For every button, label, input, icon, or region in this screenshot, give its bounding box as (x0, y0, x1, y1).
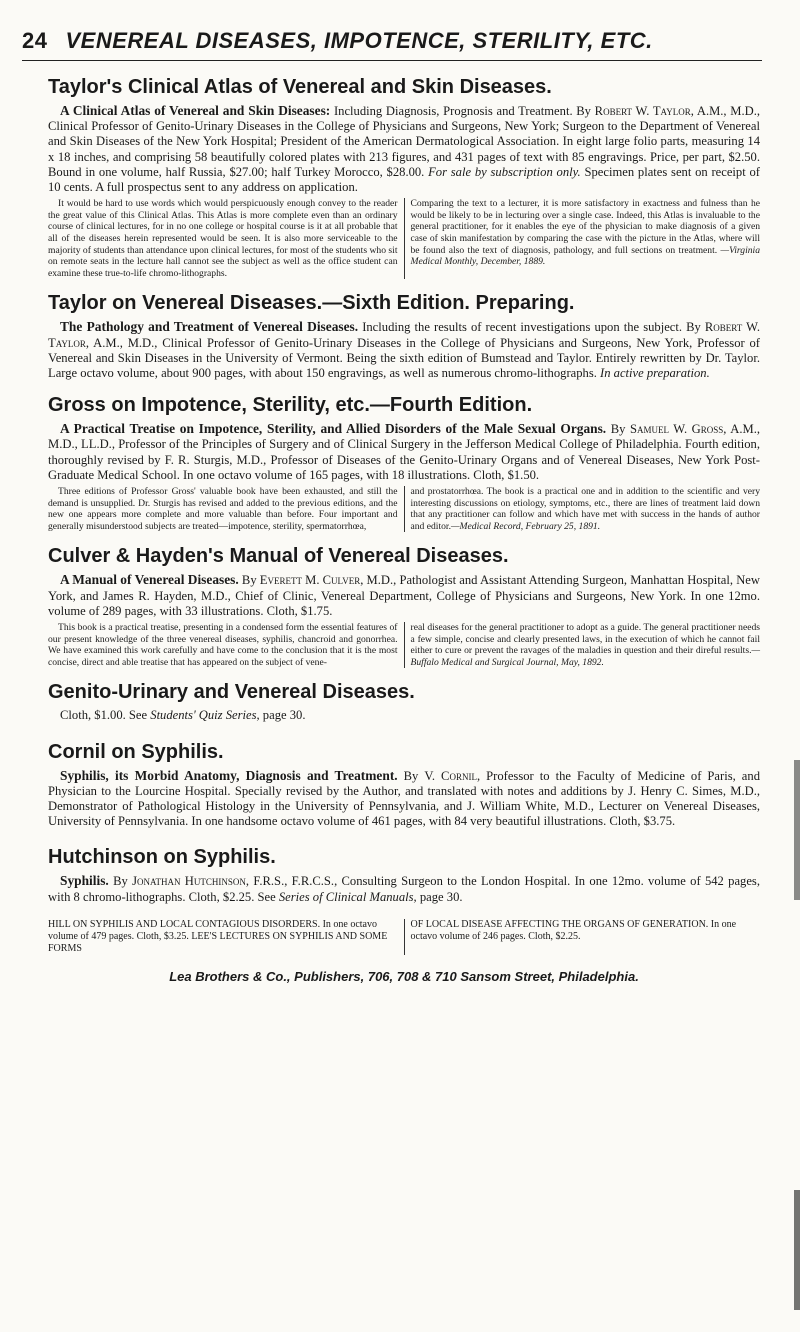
section-heading: Taylor's Clinical Atlas of Venereal and Skin Diseases. (48, 76, 552, 98)
section-body: The Pathology and Treatment of Venereal Diseases. Including the results of recent investigations upon the subject. By Robert W. Taylor, A.M., M.D., Clinical Professor of Genito-Urinary Diseases in the College of Physicians and Surgeons, New York, Professor of Venereal and Skin Diseases in the University of Vermont. Being the sixth edition of Bumstead and Taylor. Entirely rewritten by Dr. Taylor. Large octavo volume, about 900 pages, with about 150 engravings, as well as numerous chromo-lithographs. In active preparation. (48, 319, 760, 380)
page (22, 28, 761, 984)
review-source: —Virginia Medical Monthly, December, 1889. (410, 244, 760, 268)
running-head (22, 28, 760, 54)
section-body: A Manual of Venereal Diseases. By Everett M. Culver, M.D., Pathologist and Assistant Attending Surgeon, Manhattan Hospital, New York, and James R. Hayden, M.D., Chief of Clinic, Venereal Department, College of Physicians and Surgeons, New York. In one 12mo. volume of 289 pages, with 33 illustrations. Cloth, $1.75. (48, 572, 760, 618)
page-number: 24 (22, 28, 48, 53)
other-titles-left: HILL ON SYPHILIS AND LOCAL CONTAGIOUS DISORDERS. In one octavo volume of 479 pages. Cloth, $3.25. LEE'S LECTURES ON SYPHILIS AND SOME FORMS (48, 919, 405, 955)
section-culver-hayden (48, 544, 760, 668)
section-heading: Gross on Impotence, Sterility, etc.—Fourth Edition. (48, 394, 533, 417)
publisher-imprint: Lea Brothers & Co., Publishers, 706, 708 & 710 Sansom Street, Philadelphia. (169, 968, 639, 984)
section-genito-urinary (48, 680, 760, 723)
section-hutchinson (48, 845, 760, 904)
section-body: A Clinical Atlas of Venereal and Skin Diseases: Including Diagnosis, Prognosis and Treatment. By Robert W. Taylor, A.M., M.D., Clinical Professor of Genito-Urinary Diseases in the College of Physicians and Surgeons, New York; Surgeon to the Department of Venereal and Skin Diseases of the New York Hospital; President of the American Dermatological Association. In eight large folio parts, measuring 14 x 18 inches, and comprising 58 beautifully colored plates with 213 figures, and 431 pages of text with 85 engravings. Price, per part, $2.50. Bound in one volume, half Russia, $27.00; half Turkey Morocco, $28.00. For sale by subscription only. Specimen plates sent on receipt of 10 cents. A full prospectus sent to any address on application. (48, 103, 761, 195)
section-heading: Cornil on Syphilis. (48, 740, 224, 763)
header-rule (22, 60, 762, 61)
review-source: —Buffalo Medical and Surgical Journal, May, 1892. (410, 645, 760, 668)
scan-edge-mark (794, 760, 800, 900)
section-body: A Practical Treatise on Impotence, Sterility, and Allied Disorders of the Male Sexual Organs. By Samuel W. Gross, A.M., M.D., LL.D., Professor of the Principles of Surgery and of Clinical Surgery in the Jefferson Medical College of Philadelphia. Fourth edition, thoroughly revised by F. R. Sturgis, M.D., Professor of Diseases of the Genito-Urinary Organs and of Venereal Diseases, New York Post-Graduate Medical School. In one octavo volume of 165 pages, with 18 illustrations. Cloth, $1.50. (48, 421, 761, 482)
section-gross-impotence (48, 393, 760, 532)
section-heading: Taylor on Venereal Diseases.—Sixth Edition. Preparing. (48, 292, 575, 315)
section-taylor-atlas (48, 75, 760, 279)
review-right: and prostatorrhœa. The book is a practical one and in addition to the scientific and very interesting discussions on etiology, symptoms, etc., there are lines of treatment laid down that any practitioner can follow and which have met with success in the hands of author and editor.—Medical Record, February 25, 1891. (410, 486, 760, 532)
section-body: Syphilis. By Jonathan Hutchinson, F.R.S., F.R.C.S., Consulting Surgeon to the London Hospital. In one 12mo. volume of 542 pages, with 8 chromo-lithographs. Cloth, $2.25. See Series of Clinical Manuals, page 30. (48, 873, 760, 904)
review-right: Comparing the text to a lecturer, it is more satisfactory in exactness and fulness than he would be likely to be in lecturing over a single case. Indeed, this Atlas is invaluable to the general practitioner, for it enables the eye of the physician to make diagnosis of a given case of skin manifestation by comparing the case with the picture in the Atlas, where will be found also the text of diagnosis, pathology, and full sections on treatment. —Virginia Medical Monthly, December, 1889. (410, 198, 760, 268)
section-body: Cloth, $1.00. See Students' Quiz Series, page 30. (60, 708, 306, 723)
section-body: Syphilis, its Morbid Anatomy, Diagnosis and Treatment. By V. Cornil, Professor to the Faculty of Medicine of Paris, and Physician to the Lourcine Hospital. Specially revised by the Author, and translated with notes and additions by J. Henry C. Simes, M.D., Demonstrator of Pathological Histology in the University of Pennsylvania, and J. William White, M.D., Lecturer on Venereal Diseases, University of Pennsylvania. In one handsome octavo volume of 461 pages, with 84 very beautiful illustrations. Cloth, $3.75. (48, 767, 760, 829)
section-taylor-venereal (48, 291, 760, 381)
review-right: real diseases for the general practitioner to adopt as a guide. The general practitioner needs a few simple, concise and clearly presented laws, in the execution of which he cannot fail either to cure or prevent the ravages of the maladies in question and their direful results.—Buffalo Medical and Surgical Journal, May, 1892. (410, 621, 760, 668)
section-heading: Genito-Urinary and Venereal Diseases. (48, 681, 415, 704)
review-left: It would be hard to use words which would perspicuously enough convey to the reader the great value of this Clinical Atlas. This Atlas is more complete even than an ordinary course of clinical lectures, for in no one college or hospital course is it at all probable that all of the diseases herein represented would be seen. It is also more serviceable to the majority of students than attendance upon clinical lectures, for most of the students who sit on remote seats in the lecture hall cannot see the subject as well as the office student can examine these true-to-life chromo-lithographs. (48, 198, 405, 279)
section-cornil (48, 740, 760, 830)
section-heading: Culver & Hayden's Manual of Venereal Diseases. (48, 545, 509, 568)
review-source: —Medical Record, February 25, 1891. (451, 520, 601, 532)
scan-edge-mark (794, 1190, 800, 1310)
other-titles (48, 919, 760, 955)
review-columns (48, 198, 760, 279)
review-columns (48, 622, 760, 668)
review-columns (48, 486, 760, 532)
running-title: VENEREAL DISEASES, IMPOTENCE, STERILITY, ETC. (65, 28, 653, 53)
review-left: Three editions of Professor Gross' valuable book have been exhausted, and still the demand is unsupplied. Dr. Sturgis has revised and added to the previous editions, and the new one appears more complete and more valuable than before. Four important and generally misunderstood subjects are treated—impotence, sterility, spermatorrhœa, (48, 486, 405, 532)
section-heading: Hutchinson on Syphilis. (48, 846, 276, 869)
other-titles-right: OF LOCAL DISEASE AFFECTING THE ORGANS OF GENERATION. In one octavo volume of 246 pages. Cloth, $2.25. (410, 918, 737, 942)
review-left: This book is a practical treatise, presenting in a condensed form the essential features of our present knowledge of the three venereal diseases, syphilis, chancroid and gonorrhea. We have examined this work carefully and have come to the conclusion that it is the most concise, direct and able treatise that has appeared on the subject of vene- (48, 622, 405, 668)
